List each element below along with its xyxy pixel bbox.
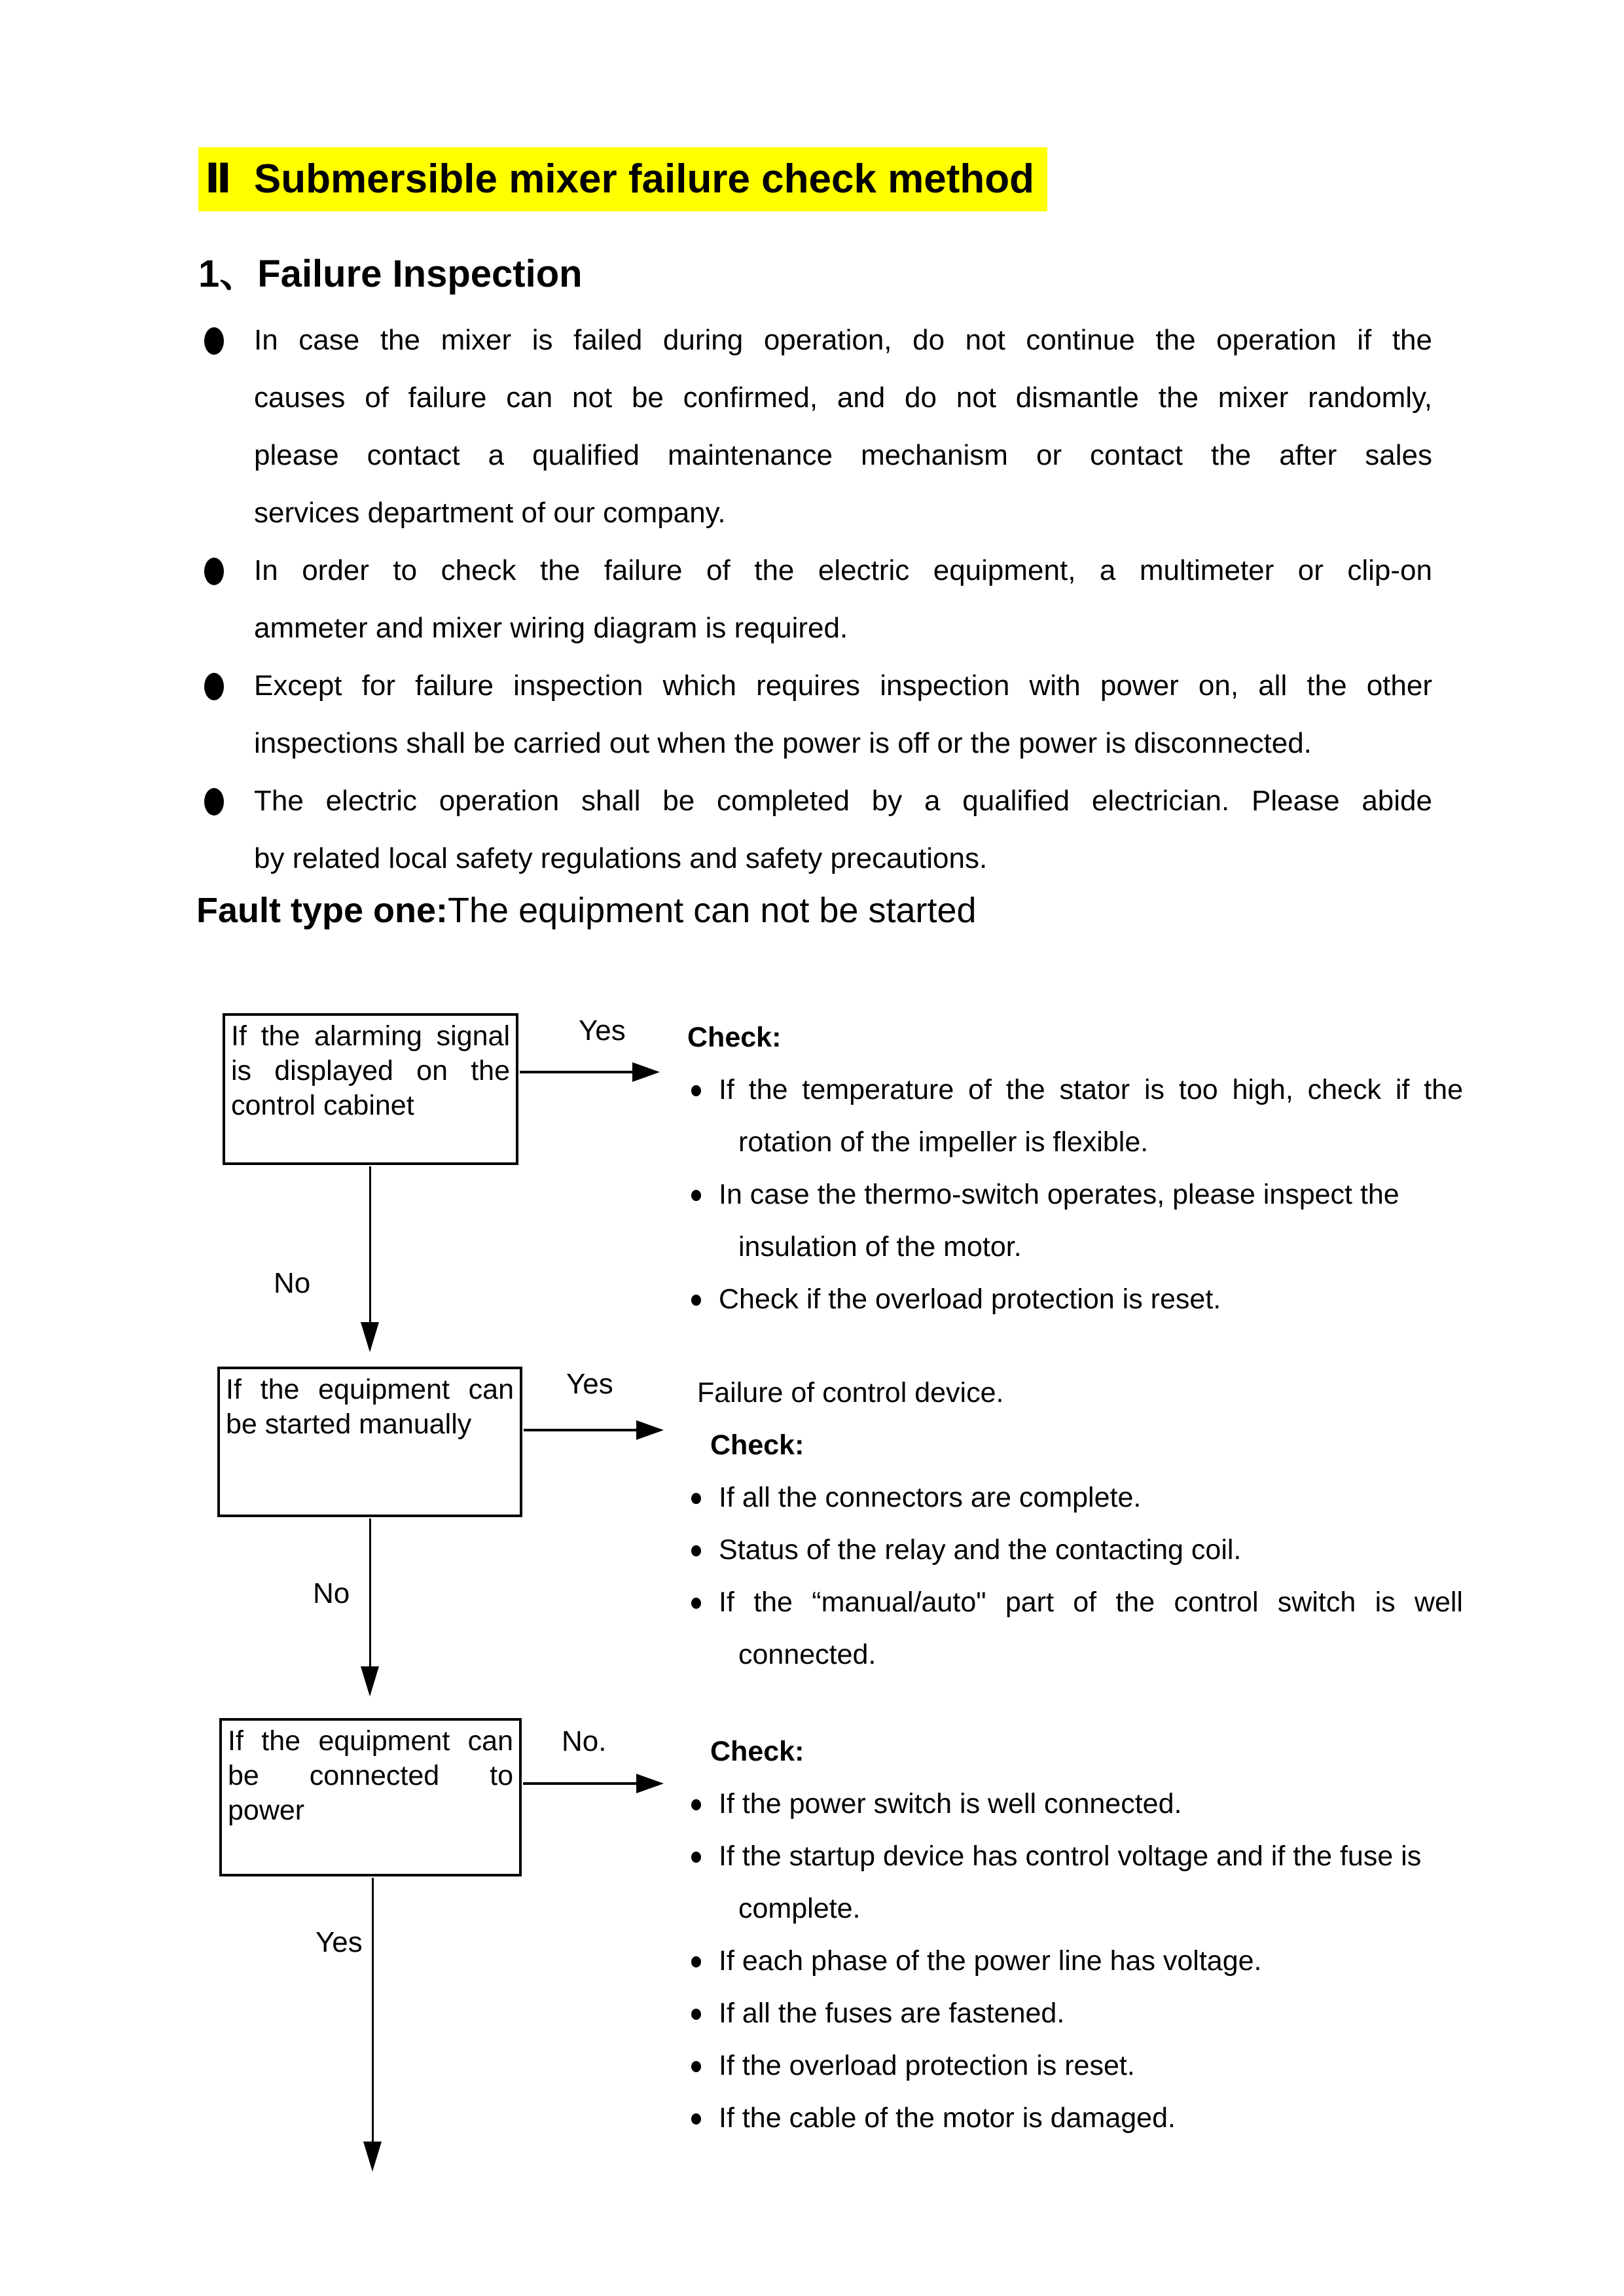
check-bullet-icon bbox=[691, 1190, 701, 1201]
check-bullet-icon bbox=[691, 1085, 701, 1096]
check-block-1 bbox=[687, 1011, 1463, 1325]
check-item bbox=[687, 1168, 1463, 1273]
arrow-head-down-2-icon bbox=[361, 1666, 379, 1696]
arrow-line-right-2 bbox=[524, 1429, 636, 1431]
bullet-item bbox=[196, 312, 1437, 542]
check-bullet-icon bbox=[691, 1545, 701, 1556]
check-item-text: Check if the overload protection is reset. bbox=[719, 1283, 1221, 1315]
check-block-3 bbox=[687, 1725, 1463, 2144]
arrow-line-down-2 bbox=[369, 1518, 371, 1668]
bullet-item bbox=[196, 657, 1437, 772]
no-label-2: No bbox=[313, 1577, 350, 1609]
flow-box-alarm-signal: If the alarming signal is displayed on the control cabinet bbox=[223, 1013, 518, 1165]
check-item bbox=[687, 1987, 1463, 2039]
bullet-text: Except for failure inspection which requires inspection with power on, all the other inspections shall be carried out when the power is off or the power is disconnected. bbox=[254, 670, 1432, 759]
yes-label-3: Yes bbox=[316, 1926, 363, 1958]
check-item bbox=[687, 1778, 1463, 1830]
bullet-item bbox=[196, 542, 1437, 657]
chapter-title-highlight bbox=[198, 147, 1047, 211]
arrow-line-right-1 bbox=[520, 1071, 632, 1073]
check-item bbox=[687, 1935, 1463, 1987]
check-item-text: If all the connectors are complete. bbox=[719, 1482, 1142, 1513]
check-item bbox=[687, 1830, 1463, 1935]
section-heading: 1、Failure Inspection bbox=[198, 253, 583, 295]
check-item-text: If the cable of the motor is damaged. bbox=[719, 2102, 1176, 2134]
bullet-list bbox=[196, 312, 1437, 888]
check-bullet-icon bbox=[691, 1295, 701, 1306]
bullet-text: In order to check the failure of the electric equipment, a multimeter or clip-on ammeter and mixer wiring diagram is required. bbox=[254, 554, 1432, 644]
arrow-head-right-2-icon bbox=[636, 1420, 664, 1440]
check-bullet-icon bbox=[691, 2009, 701, 2020]
bullet-text: The electric operation shall be completed by a qualified electrician. Please abide by related local safety regulations and safety precautions. bbox=[254, 785, 1432, 874]
yes-label-1: Yes bbox=[579, 1014, 626, 1047]
check-item-text: If all the fuses are fastened. bbox=[719, 1998, 1065, 2029]
arrow-head-down-1-icon bbox=[361, 1322, 379, 1352]
yes-label-2: Yes bbox=[566, 1368, 613, 1400]
check-bullet-icon bbox=[691, 1799, 701, 1810]
flow-box-start-manually: If the equipment can be started manually bbox=[217, 1367, 522, 1517]
check-item bbox=[687, 1471, 1463, 1524]
flow-box-connected-power: If the equipment can be connected to power bbox=[219, 1718, 522, 1876]
check-item-text: If the overload protection is reset. bbox=[719, 2050, 1135, 2081]
fault-type-heading-normal: The equipment can not be started bbox=[448, 891, 977, 930]
result-text-2: Failure of control device. bbox=[697, 1377, 1004, 1408]
arrow-line-down-1 bbox=[369, 1166, 371, 1323]
check-bullet-icon bbox=[691, 1956, 701, 1967]
chapter-title-wrap bbox=[198, 147, 1624, 211]
arrow-head-down-3-icon bbox=[363, 2142, 382, 2172]
bullet-item bbox=[196, 772, 1437, 888]
arrow-line-right-3 bbox=[523, 1782, 636, 1785]
check-item bbox=[687, 1064, 1463, 1168]
check-title-1: Check: bbox=[687, 1022, 782, 1053]
check-block-2 bbox=[687, 1367, 1463, 1681]
arrow-head-right-3-icon bbox=[636, 1774, 664, 1793]
fault-type-heading-bold: Fault type one: bbox=[196, 891, 448, 930]
check-item-text: If the power switch is well connected. bbox=[719, 1788, 1182, 1820]
check-bullet-icon bbox=[691, 1598, 701, 1609]
arrow-line-down-3 bbox=[372, 1878, 374, 2143]
check-item-text: If the temperature of the stator is too high, check if the rotation of the impeller is flexible. bbox=[719, 1074, 1463, 1158]
fault-type-heading bbox=[196, 891, 1624, 929]
bullet-icon bbox=[204, 673, 224, 700]
check-item-text: If the startup device has control voltage and if the fuse is complete. bbox=[719, 1840, 1422, 1924]
bullet-icon bbox=[204, 788, 224, 816]
arrow-head-right-1-icon bbox=[632, 1062, 660, 1082]
chapter-title-text: Submersible mixer failure check method bbox=[253, 156, 1035, 202]
check-title-3: Check: bbox=[710, 1736, 804, 1767]
check-item bbox=[687, 2039, 1463, 2092]
check-bullet-icon bbox=[691, 1493, 701, 1504]
check-item bbox=[687, 1273, 1463, 1325]
no-label-3: No. bbox=[562, 1725, 607, 1757]
check-item bbox=[687, 2092, 1463, 2144]
bullet-icon bbox=[204, 327, 224, 355]
check-item-text: If the “manual/auto" part of the control switch is well connected. bbox=[719, 1587, 1463, 1670]
check-item-text: If each phase of the power line has voltage. bbox=[719, 1945, 1262, 1977]
bullet-icon bbox=[204, 558, 224, 585]
chapter-number: Ⅱ bbox=[205, 156, 232, 202]
check-bullet-icon bbox=[691, 2113, 701, 2125]
bullet-text: In case the mixer is failed during operation, do not continue the operation if the causes of failure can not be confirmed, and do not dismantle the mixer randomly, please contact a qualified maintenance mechanism or contact the after sales services department of our company. bbox=[254, 324, 1432, 529]
check-bullet-icon bbox=[691, 2061, 701, 2072]
check-item-text: In case the thermo-switch operates, please inspect the insulation of the motor. bbox=[719, 1179, 1399, 1263]
check-item bbox=[687, 1524, 1463, 1576]
check-bullet-icon bbox=[691, 1852, 701, 1863]
check-title-2: Check: bbox=[710, 1429, 804, 1461]
no-label-1: No bbox=[274, 1267, 311, 1299]
check-item bbox=[687, 1576, 1463, 1681]
check-item-text: Status of the relay and the contacting coil. bbox=[719, 1534, 1242, 1566]
